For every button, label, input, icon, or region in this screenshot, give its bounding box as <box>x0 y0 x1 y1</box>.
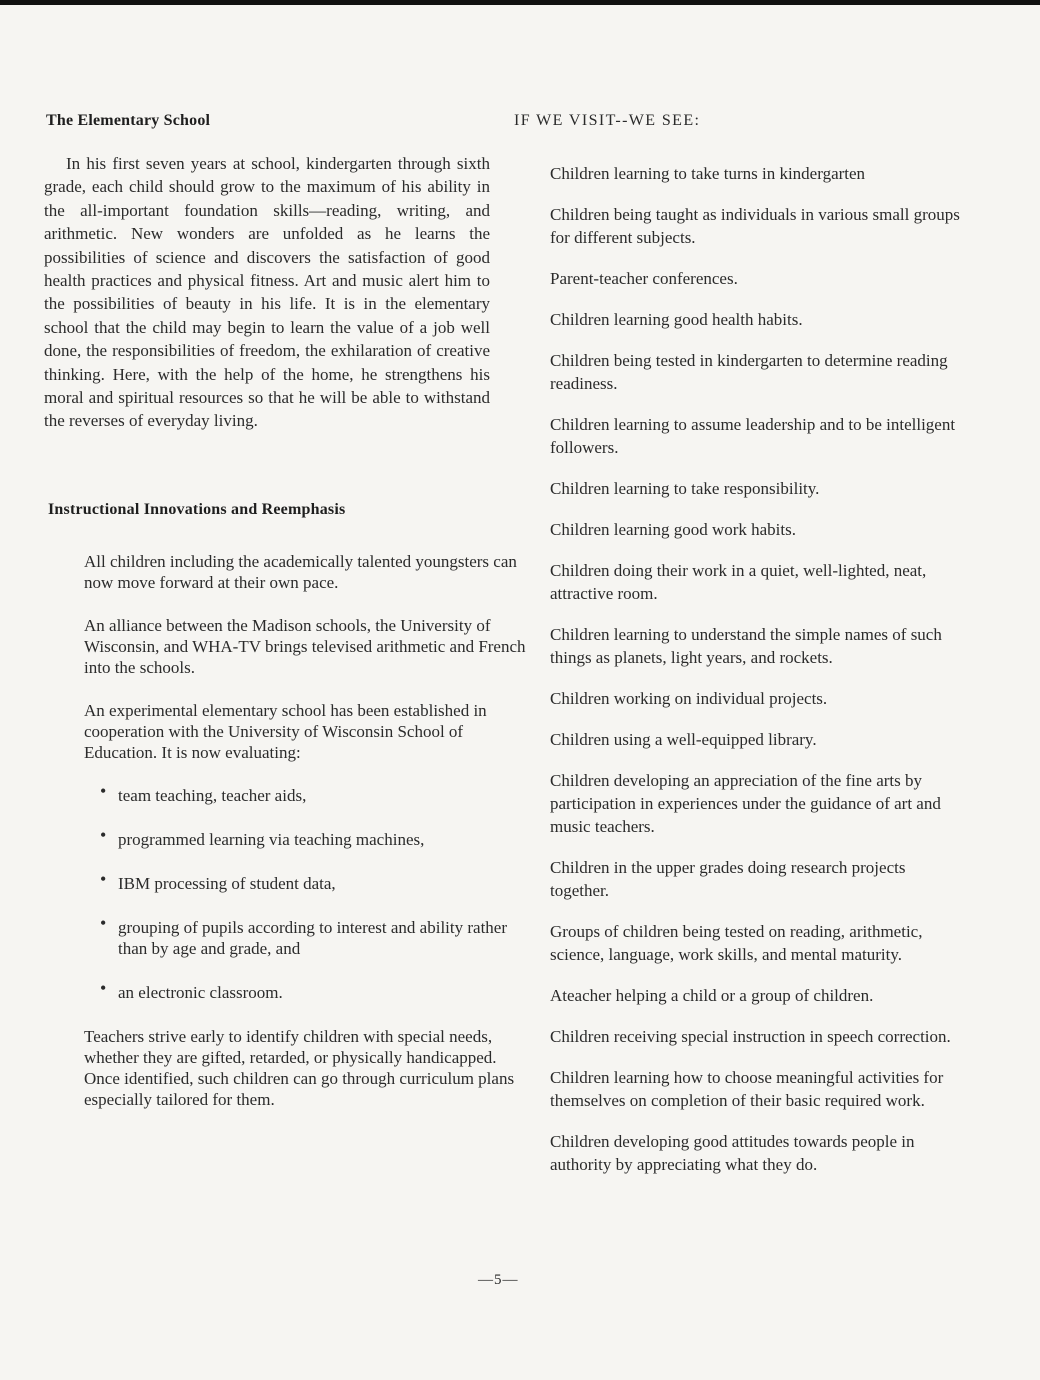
paragraph-experimental: An experimental elementary school has been established in cooperation with the University of Wisconsin School of Education. It is now evaluating: <box>84 700 487 762</box>
bullet-icon: • <box>100 977 107 998</box>
list-item: Children learning how to choose meaningful activities for themselves on completion of their basic required work. <box>550 1068 944 1110</box>
list-item: • IBM processing of student data, <box>100 868 336 893</box>
list-item: Children learning to understand the simple names of such things as planets, light years, and rockets. <box>550 625 942 667</box>
list-item: Children being tested in kindergarten to determine reading readiness. <box>550 351 948 393</box>
list-item: Children working on individual projects. <box>550 689 828 708</box>
list-item: Children learning good health habits. <box>550 310 803 329</box>
list-item: Children developing an appreciation of the fine arts by participation in experiences under the guidance of art and music teachers. <box>550 771 941 836</box>
list-item: • team teaching, teacher aids, <box>100 780 307 805</box>
list-item: Children doing their work in a quiet, well-lighted, neat, attractive room. <box>550 561 927 603</box>
bullet-icon: • <box>100 780 107 801</box>
right-column <box>514 112 968 1194</box>
innovations-block <box>84 551 529 1110</box>
list-item: • grouping of pupils according to interest and ability rather than by age and grade, and <box>100 912 508 958</box>
bullet-icon: • <box>100 868 107 889</box>
bullet-icon: • <box>100 912 107 933</box>
visit-heading: IF WE VISIT--WE SEE: <box>514 112 701 129</box>
innovation-list <box>84 780 529 1003</box>
list-item: Parent-teacher conferences. <box>550 269 738 288</box>
list-item: Children developing good attitudes towards people in authority by appreciating what they do. <box>550 1132 915 1174</box>
observations-list <box>548 162 968 1176</box>
left-column <box>44 112 526 1132</box>
list-item: • an electronic classroom. <box>100 977 283 1002</box>
section-heading-elementary: The Elementary School <box>46 112 211 129</box>
list-item: • programmed learning via teaching machines, <box>100 824 425 849</box>
top-border <box>0 0 1040 5</box>
bullet-icon: • <box>100 824 107 845</box>
paragraph-pace: All children including the academically talented youngsters can now move forward at their own pace. <box>84 551 517 592</box>
page-number: —5— <box>478 1272 519 1288</box>
list-item: Children being taught as individuals in various small groups for different subjects. <box>550 205 960 247</box>
list-item: Children using a well-equipped library. <box>550 730 817 749</box>
paragraph-special-needs: Teachers strive early to identify children with special needs, whether they are gifted, retarded, or physically handicapped. Once identified, such children can go through curriculum plans especially tailored for them. <box>84 1026 515 1109</box>
list-item: Children in the upper grades doing research projects together. <box>550 858 906 900</box>
paragraph-alliance: An alliance between the Madison schools, the University of Wisconsin, and WHA-TV brings televised arithmetic and French into the schools. <box>84 615 526 677</box>
list-item: Children learning to assume leadership and to be intelligent followers. <box>550 415 956 457</box>
list-item: Children receiving special instruction in speech correction. <box>550 1027 951 1046</box>
list-item: Children learning to take turns in kindergarten <box>550 164 866 183</box>
list-item: Children learning good work habits. <box>550 520 796 539</box>
list-item: Children learning to take responsibility. <box>550 479 820 498</box>
list-item: Groups of children being tested on reading, arithmetic, science, language, work skills, and mental maturity. <box>550 922 923 964</box>
section-heading-innovations: Instructional Innovations and Reemphasis <box>48 500 346 518</box>
intro-paragraph: In his first seven years at school, kindergarten through sixth grade, each child should grow to the maximum of his ability in the all-important foundation skills—reading, writing, and arithmetic. New wonders are unfolded as he learns the possibilities of science and discovers the satisfaction of good health practices and physical fitness. Art and music alert him to the possibilities of beauty in his life. It is in the elementary school that the child may begin to learn the value of a job well done, the responsibilities of freedom, the exhilaration of creative thinking. Here, with the help of the home, he strengthens his moral and spiritual resources so that he will be able to withstand the reverses of everyday living. <box>44 154 490 431</box>
list-item: Ateacher helping a child or a group of children. <box>550 986 874 1005</box>
